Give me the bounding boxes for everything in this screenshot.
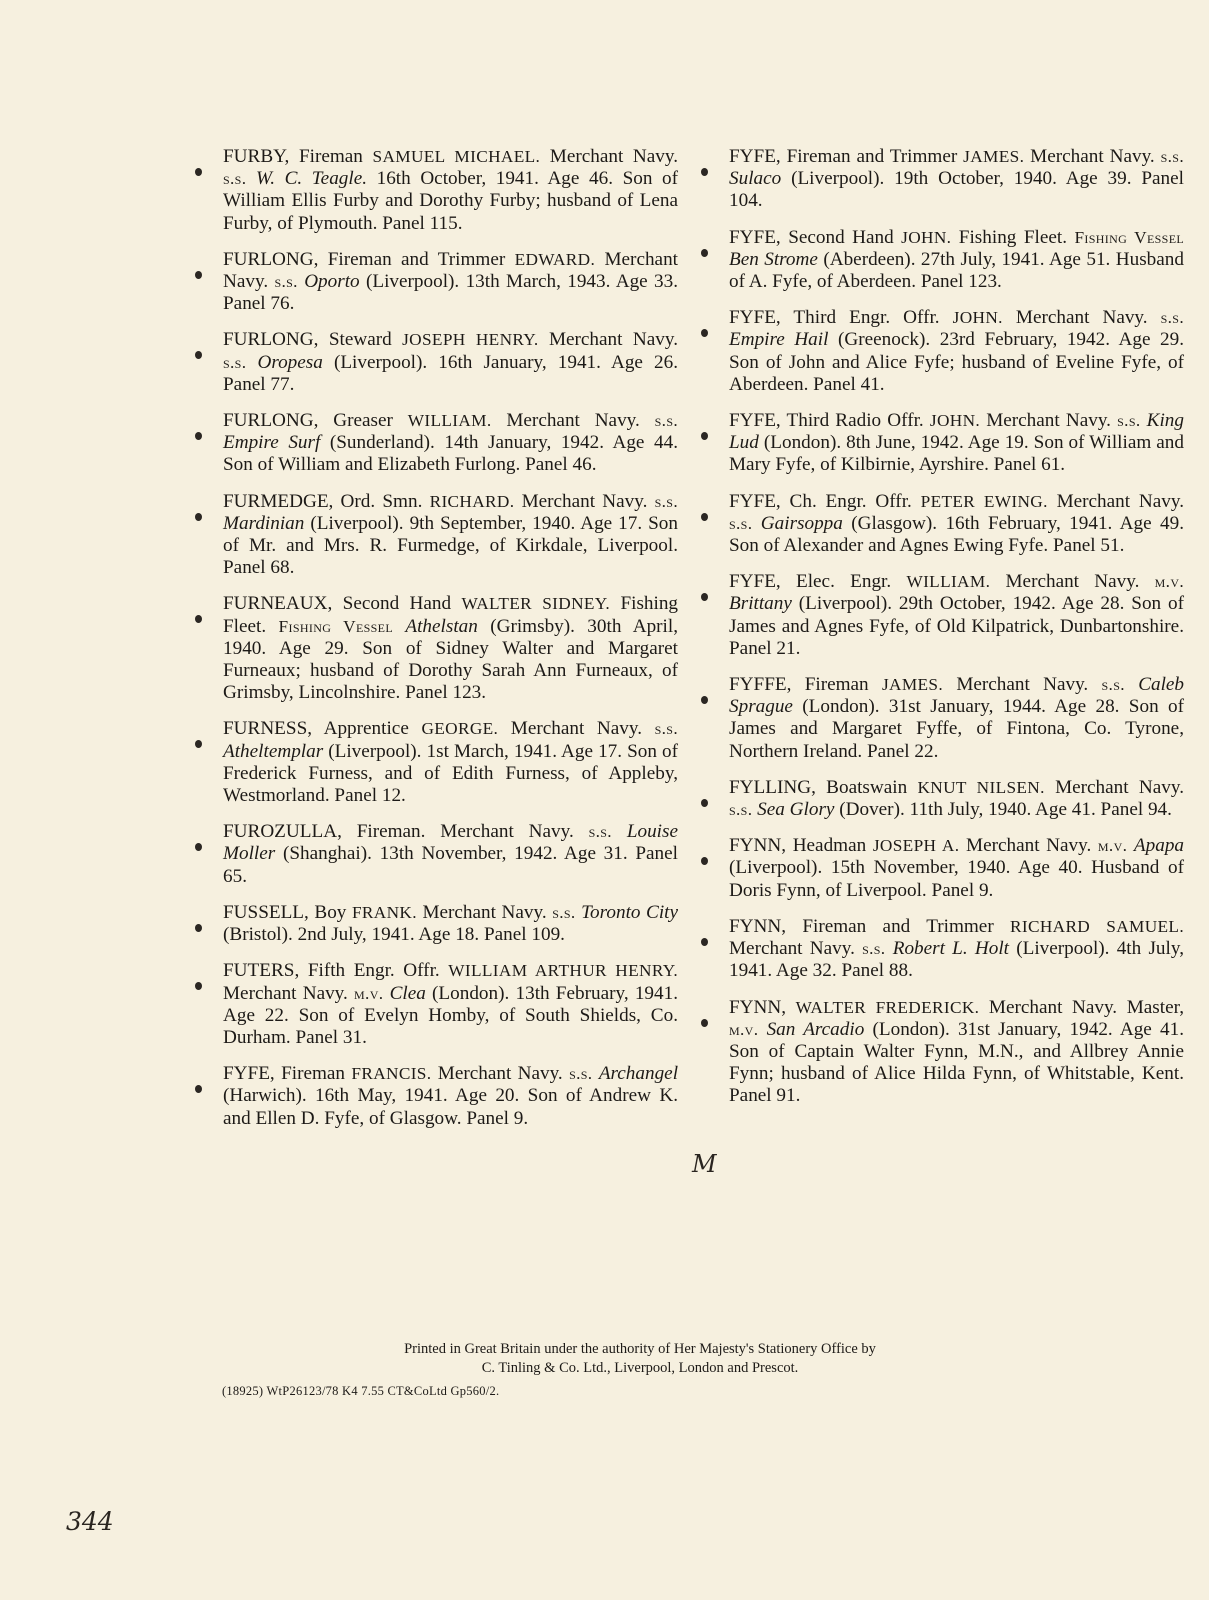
entry-vessel-type: s.s. xyxy=(729,513,753,533)
tick-mark-icon xyxy=(195,168,202,176)
entry-ship-name: Empire Hail xyxy=(729,329,829,351)
entry-ship-name: Atheltemplar xyxy=(223,740,324,762)
entry-rank: Boatswain xyxy=(826,776,908,798)
entry-service: Merchant Navy. xyxy=(729,938,863,960)
memorial-entry: FURLONG, Fireman and Trimmer EDWARD. Merchant Navy. s.s. Oporto (Liverpool). 13th March, 1943. Age 33. Panel 76. xyxy=(223,249,678,316)
entry-given-names: JAMES. xyxy=(963,147,1025,166)
memorial-entry: FYFE, Second Hand JOHN. Fishing Fleet. Fishing Vessel Ben Strome (Aberdeen). 27th July, 1941. Age 51. Husband of A. Fyfe, of Aberdeen. Panel 123. xyxy=(729,227,1184,294)
tick-mark-icon xyxy=(701,593,708,601)
entry-surname: FURLONG xyxy=(223,410,314,432)
tick-mark-icon xyxy=(701,799,708,807)
entry-details: (Liverpool). 19th October, 1940. Age 39. Panel 104. xyxy=(729,168,1184,212)
entry-given-names: RICHARD. xyxy=(429,491,515,511)
entry-given-names: JAMES. xyxy=(881,675,944,695)
entry-vessel-type: s.s. xyxy=(1160,147,1184,166)
entry-details: (Liverpool). 29th October, 1942. Age 28. Son of James and Agnes Fyfe, of Old Kilpatrick, Dunbartonshire. Panel 21. xyxy=(729,593,1184,659)
memorial-entry: FYNN, WALTER FREDERICK. Merchant Navy. Master, m.v. San Arcadio (London). 31st January, 1942. Age 41. Son of Captain Walter Fynn, M.N., and Allbrey Annie Fynn; husband of Alice Hilda Fynn, of Whitstable, Kent. Panel 91. xyxy=(729,997,1184,1108)
tick-mark-icon xyxy=(195,924,202,932)
entry-rank: Fireman and Trimmer xyxy=(802,915,994,937)
entry-surname: FURNESS xyxy=(223,718,308,740)
entry-surname: FYLLING xyxy=(729,776,812,798)
memorial-entry: FYFE, Third Radio Offr. JOHN. Merchant Navy. s.s. King Lud (London). 8th June, 1942. Age 19. Son of William and Mary Fyfe, of Kilbirnie, Ayrshire. Panel 61. xyxy=(729,410,1184,477)
entry-ship-name: Oporto xyxy=(304,271,360,293)
entry-service: Fishing Fleet. xyxy=(951,226,1075,248)
entry-rank: Ord. Smn. xyxy=(340,490,423,512)
entry-ship-name: Toronto City xyxy=(581,901,679,923)
entry-details: (Sunderland). 14th January, 1942. Age 44. Son of William and Elizabeth Furlong. Panel 46. xyxy=(223,432,678,476)
entry-given-names: WILLIAM. xyxy=(906,572,991,592)
entry-surname: FURNEAUX xyxy=(223,593,328,615)
memorial-entry: FYFE, Elec. Engr. WILLIAM. Merchant Navy. m.v. Brittany (Liverpool). 29th October, 1942. Age 28. Son of James and Agnes Fyfe, of Old Kilpatrick, Dunbartonshire. Panel 21. xyxy=(729,571,1184,660)
entry-vessel-type: s.s. xyxy=(862,939,886,959)
entry-rank: Fireman. xyxy=(356,821,426,843)
entry-rank: Third Engr. Offr. xyxy=(793,307,940,329)
entry-given-names: FRANCIS. xyxy=(351,1064,432,1084)
entry-vessel-type: s.s. xyxy=(729,800,753,820)
entry-rank: Second Hand xyxy=(788,226,894,248)
entry-surname: FYFE xyxy=(729,490,776,512)
entry-ship-name: W. C. Teagle. xyxy=(255,168,368,190)
entry-given-names: JOSEPH HENRY. xyxy=(402,330,539,350)
entry-ship-name: Oropesa xyxy=(257,351,323,373)
entry-rank: Boy xyxy=(314,901,347,923)
entry-ship-name: San Arcadio xyxy=(766,1018,865,1040)
entry-surname: FYNN xyxy=(729,915,782,937)
entry-service: Merchant Navy. xyxy=(1002,307,1161,329)
entry-service: Merchant Navy. xyxy=(416,901,553,923)
entry-vessel-type: Fishing Vessel xyxy=(278,616,394,636)
tick-mark-icon xyxy=(195,1085,202,1093)
left-column xyxy=(223,146,678,1144)
memorial-entry: FURBY, Fireman SAMUEL MICHAEL. Merchant Navy. s.s. W. C. Teagle. 16th October, 1941. Age 46. Son of William Ellis Furby and Dorothy Furby; husband of Lena Furby, of Plymouth. Panel 115. xyxy=(223,146,678,235)
memorial-entry: FYFE, Ch. Engr. Offr. PETER EWING. Merchant Navy. s.s. Gairsoppa (Glasgow). 16th February, 1941. Age 49. Son of Alexander and Agnes Ewing Fyfe. Panel 51. xyxy=(729,491,1184,558)
entry-service: Merchant Navy. xyxy=(431,1063,570,1085)
entry-rank: Ch. Engr. Offr. xyxy=(789,490,912,512)
entry-ship-name: Clea xyxy=(389,982,426,1004)
tick-mark-icon xyxy=(195,351,202,359)
entry-ship-name: Apapa xyxy=(1133,835,1185,857)
tick-mark-icon xyxy=(195,843,202,851)
entry-surname: FYFE xyxy=(729,410,776,432)
entry-details: (Aberdeen). 27th July, 1941. Age 51. Husband of A. Fyfe, of Aberdeen. Panel 123. xyxy=(729,248,1184,293)
imprint-line-1: Printed in Great Britain under the authority of Her Majesty's Stationery Office by xyxy=(404,1341,876,1357)
entry-details: (Liverpool). 1st March, 1941. Age 17. Son of Frederick Furness, and of Edith Furness, of Appleby, Westmorland. Panel 12. xyxy=(223,740,678,807)
entry-vessel-type: s.s. xyxy=(1117,411,1141,431)
tick-mark-icon xyxy=(701,857,708,865)
entry-details: (Shanghai). 13th November, 1942. Age 31. Panel 65. xyxy=(223,843,678,887)
memorial-entry: FURLONG, Greaser WILLIAM. Merchant Navy. s.s. Empire Surf (Sunderland). 14th January, 1942. Age 44. Son of William and Elizabeth Furlong. Panel 46. xyxy=(223,410,678,477)
entry-ship-name: Brittany xyxy=(729,593,792,615)
memorial-entry: FYFE, Fireman and Trimmer JAMES. Merchant Navy. s.s. Sulaco (Liverpool). 19th October, 1940. Age 39. Panel 104. xyxy=(729,146,1184,213)
tick-mark-icon xyxy=(195,271,202,279)
entry-surname: FYNN xyxy=(729,996,782,1018)
entry-vessel-type: s.s. xyxy=(223,352,247,372)
entry-rank: Fireman xyxy=(804,674,869,696)
entry-given-names: FRANK. xyxy=(351,902,417,922)
entry-service: Merchant Navy. xyxy=(990,571,1155,593)
entry-vessel-type: m.v. xyxy=(1097,836,1128,856)
memorial-entry: FURNEAUX, Second Hand WALTER SIDNEY. Fishing Fleet. Fishing Vessel Athelstan (Grimsby). 30th April, 1940. Age 29. Son of Sidney Walter and Margaret Furneaux; husband of Dorothy Sarah Ann Furneaux, of Grimsby, Lincolnshire. Panel 123. xyxy=(223,593,678,704)
memorial-entry: FYLLING, Boatswain KNUT NILSEN. Merchant Navy. s.s. Sea Glory (Dover). 11th July, 1940. Age 41. Panel 94. xyxy=(729,777,1184,821)
entry-details: (Dover). 11th July, 1940. Age 41. Panel 94. xyxy=(834,799,1172,821)
memorial-entry: FURMEDGE, Ord. Smn. RICHARD. Merchant Navy. s.s. Mardinian (Liverpool). 9th September, 1940. Age 17. Son of Mr. and Mrs. R. Furmedge, of Kirkdale, Liverpool. Panel 68. xyxy=(223,491,678,580)
entry-details: (London). 31st January, 1942. Age 41. Son of Captain Walter Fynn, M.N., and Allbrey Annie Fynn; husband of Alice Hilda Fynn, of Whitstable, Kent. Panel 91. xyxy=(729,1018,1184,1107)
entry-given-names: SAMUEL MICHAEL. xyxy=(372,147,541,166)
entry-surname: FYNN xyxy=(729,835,782,857)
entry-service: Merchant Navy. xyxy=(538,329,678,351)
entry-ship-name: Empire Surf xyxy=(223,432,321,454)
entry-ship-name: Caleb Sprague xyxy=(729,674,1185,718)
entry-ship-name: Athelstan xyxy=(405,615,478,637)
tick-mark-icon xyxy=(195,982,202,990)
entry-ship-name: Sea Glory xyxy=(757,799,835,821)
entry-vessel-type: s.s. xyxy=(654,491,678,511)
tick-mark-icon xyxy=(701,513,708,521)
memorial-entry: FUTERS, Fifth Engr. Offr. WILLIAM ARTHUR HENRY. Merchant Navy. m.v. Clea (London). 13th February, 1941. Age 22. Son of Evelyn Homby, of South Shields, Co. Durham. Panel 31. xyxy=(223,960,678,1049)
entry-given-names: WILLIAM ARTHUR HENRY. xyxy=(448,961,678,981)
tick-mark-icon xyxy=(195,432,202,440)
entry-service: Fishing Fleet. xyxy=(223,593,679,637)
tick-mark-icon xyxy=(701,432,708,440)
memorial-entry: FYNN, Headman JOSEPH A. Merchant Navy. m.v. Apapa (Liverpool). 15th November, 1940. Age 40. Husband of Doris Fynn, of Liverpool. Panel 9. xyxy=(729,835,1184,902)
entry-surname: FYFE xyxy=(223,1063,270,1085)
tick-mark-icon xyxy=(701,168,708,176)
entry-service: Merchant Navy. xyxy=(943,674,1102,696)
entry-given-names: JOSEPH A. xyxy=(872,836,960,856)
entry-given-names: PETER EWING. xyxy=(920,491,1048,511)
memorial-entry: FYFE, Third Engr. Offr. JOHN. Merchant Navy. s.s. Empire Hail (Greenock). 23rd February, 1942. Age 29. Son of John and Alice Fyfe; husband of Eveline Fyfe, of Aberdeen. Panel 41. xyxy=(729,307,1184,396)
entry-vessel-type: s.s. xyxy=(274,272,298,292)
entry-vessel-type: s.s. xyxy=(569,1064,593,1084)
entry-surname: FURLONG xyxy=(223,329,314,351)
entry-vessel-type: s.s. xyxy=(588,822,612,842)
entry-ship-name: Mardinian xyxy=(223,512,305,534)
entry-surname: FUROZULLA xyxy=(223,821,338,843)
memorial-entry: FUROZULLA, Fireman. Merchant Navy. s.s. Louise Moller (Shanghai). 13th November, 1942. Age 31. Panel 65. xyxy=(223,821,678,888)
entry-details: (Liverpool). 9th September, 1940. Age 17. Son of Mr. and Mrs. R. Furmedge, of Kirkdale, Liverpool. Panel 68. xyxy=(223,512,678,579)
entry-ship-name: King Lud xyxy=(729,410,1184,454)
entry-service: Merchant Navy. xyxy=(514,490,655,512)
memorial-entry: FURNESS, Apprentice GEORGE. Merchant Navy. s.s. Atheltemplar (Liverpool). 1st March, 1941. Age 17. Son of Frederick Furness, and of Edith Furness, of Appleby, Westmorland. Panel 12. xyxy=(223,718,678,807)
entry-details: (London). 31st January, 1944. Age 28. Son of James and Margaret Fyffe, of Fintona, Co. Tyrone, Northern Ireland. Panel 22. xyxy=(729,696,1184,762)
memorial-entry: FUSSELL, Boy FRANK. Merchant Navy. s.s. Toronto City (Bristol). 2nd July, 1941. Age 18. Panel 109. xyxy=(223,902,678,946)
memorial-entry: FYFE, Fireman FRANCIS. Merchant Navy. s.s. Archangel (Harwich). 16th May, 1941. Age 20. Son of Andrew K. and Ellen D. Fyfe, of Glasgow. Panel 9. xyxy=(223,1063,678,1130)
entry-surname: FYFE xyxy=(729,226,776,248)
entry-given-names: WILLIAM. xyxy=(407,411,492,431)
entry-given-names: WALTER SIDNEY. xyxy=(461,594,611,614)
entry-rank: Apprentice xyxy=(323,718,409,740)
entry-surname: FYFFE xyxy=(729,674,787,696)
entry-details: (Grimsby). 30th April, 1940. Age 29. Son of Sidney Walter and Margaret Furneaux; husband of Dorothy Sarah Ann Furneaux, of Grimsby, Lincolnshire. Panel 123. xyxy=(223,615,679,704)
entry-service: Merchant Navy. xyxy=(540,146,679,167)
entry-rank: Fireman xyxy=(281,1063,346,1085)
entry-surname: FUSSELL xyxy=(223,901,305,923)
entry-vessel-type: s.s. xyxy=(552,902,576,922)
entry-given-names: WALTER FREDERICK. xyxy=(795,997,980,1017)
entry-details: (Liverpool). 15th November, 1940. Age 40. Husband of Doris Fynn, of Liverpool. Panel 9. xyxy=(729,857,1184,901)
entry-service: Merchant Navy. xyxy=(440,821,589,843)
tick-mark-icon xyxy=(701,696,708,704)
tick-mark-icon xyxy=(195,615,202,623)
entry-details: (Liverpool). 16th January, 1941. Age 26. Panel 77. xyxy=(223,351,679,395)
entry-rank: Headman xyxy=(792,835,867,857)
entry-given-names: EDWARD. xyxy=(514,249,596,269)
entry-vessel-type: m.v. xyxy=(354,983,384,1003)
entry-ship-name: Archangel xyxy=(598,1063,679,1085)
entry-service: Merchant Navy. Master, xyxy=(979,996,1185,1018)
entry-vessel-type: m.v. xyxy=(729,1019,759,1039)
entry-vessel-type: s.s. xyxy=(654,411,679,431)
entry-service: Merchant Navy. xyxy=(223,248,678,293)
memorial-entry: FYFFE, Fireman JAMES. Merchant Navy. s.s. Caleb Sprague (London). 31st January, 1944. Age 28. Son of James and Margaret Fyffe, of Fintona, Co. Tyrone, Northern Ireland. Panel 22. xyxy=(729,674,1184,763)
entry-rank: Fireman and Trimmer xyxy=(786,146,958,167)
entry-service: Merchant Navy. xyxy=(1047,490,1185,512)
tick-mark-icon xyxy=(195,513,202,521)
entry-ship-name: Sulaco xyxy=(729,168,782,190)
entry-rank: Elec. Engr. xyxy=(795,571,892,593)
entry-surname: FYFE xyxy=(729,571,776,593)
entry-surname: FUTERS xyxy=(223,960,295,982)
entry-given-names: JOHN. xyxy=(901,227,952,247)
entry-surname: FURLONG xyxy=(223,248,314,270)
entry-details: (Liverpool). 4th July, 1941. Age 32. Panel 88. xyxy=(729,938,1184,982)
memorial-entry: FURLONG, Steward JOSEPH HENRY. Merchant Navy. s.s. Oropesa (Liverpool). 16th January, 1941. Age 26. Panel 77. xyxy=(223,329,678,396)
printer-imprint xyxy=(200,1340,1080,1378)
entry-service: Merchant Navy. xyxy=(959,835,1098,857)
entry-vessel-type: m.v. xyxy=(1154,572,1185,592)
entry-rank: Fireman and Trimmer xyxy=(327,248,506,270)
entry-rank: Steward xyxy=(328,329,392,351)
entry-ship-name: Louise Moller xyxy=(223,821,679,865)
entry-service: Merchant Navy. xyxy=(223,982,355,1004)
entry-ship-name: Ben Strome xyxy=(729,248,818,270)
entry-details: (Glasgow). 16th February, 1941. Age 49. Son of Alexander and Agnes Ewing Fyfe. Panel 51. xyxy=(729,512,1185,557)
tick-mark-icon xyxy=(701,329,708,337)
right-column xyxy=(729,146,1184,1122)
entry-details: 16th October, 1941. Age 46. Son of William Ellis Furby and Dorothy Furby; husband of Lena Furby, of Plymouth. Panel 115. xyxy=(223,168,679,234)
entry-service: Merchant Navy. xyxy=(1024,146,1161,167)
handwritten-margin-mark: M xyxy=(692,1150,717,1178)
entry-service: Merchant Navy. xyxy=(498,718,655,740)
entry-vessel-type: s.s. xyxy=(1101,675,1125,695)
entry-details: (Bristol). 2nd July, 1941. Age 18. Panel 109. xyxy=(223,924,565,946)
entry-details: (Greenock). 23rd February, 1942. Age 29. Son of John and Alice Fyfe; husband of Eveline Fyfe, of Aberdeen. Panel 41. xyxy=(729,329,1185,395)
entry-surname: FYFE xyxy=(729,146,776,167)
entry-given-names: RICHARD SAMUEL. xyxy=(1010,916,1184,936)
tick-mark-icon xyxy=(195,740,202,748)
tick-mark-icon xyxy=(701,938,708,946)
entry-surname: FURBY xyxy=(223,146,285,167)
entry-ship-name: Gairsoppa xyxy=(760,512,843,534)
imprint-line-2: C. Tinling & Co. Ltd., Liverpool, London and Prescot. xyxy=(481,1360,799,1376)
entry-rank: Third Radio Offr. xyxy=(786,410,924,432)
entry-rank: Second Hand xyxy=(342,593,452,615)
entry-vessel-type: s.s. xyxy=(223,169,247,189)
entry-given-names: JOHN. xyxy=(952,308,1003,328)
entry-details: (London). 13th February, 1941. Age 22. Son of Evelyn Homby, of South Shields, Co. Durham. Panel 31. xyxy=(223,982,678,1048)
entry-surname: FURMEDGE xyxy=(223,490,329,512)
entry-details: (Harwich). 16th May, 1941. Age 20. Son of Andrew K. and Ellen D. Fyfe, of Glasgow. Panel 9. xyxy=(223,1085,678,1129)
tick-mark-icon xyxy=(701,1019,708,1027)
entry-ship-name: Robert L. Holt xyxy=(892,938,1009,960)
entry-service: Merchant Navy. xyxy=(1044,776,1184,798)
entry-given-names: GEORGE. xyxy=(421,719,499,739)
entry-details: (London). 8th June, 1942. Age 19. Son of William and Mary Fyfe, of Kilbirnie, Ayrshire. Panel 61. xyxy=(729,432,1184,476)
entry-given-names: JOHN. xyxy=(929,411,981,431)
entry-rank: Fifth Engr. Offr. xyxy=(307,960,440,982)
entry-vessel-type: Fishing Vessel xyxy=(1074,227,1185,247)
handwritten-page-number: 344 xyxy=(66,1507,114,1536)
entry-rank: Greaser xyxy=(333,410,393,432)
entry-service: Merchant Navy. xyxy=(980,410,1118,432)
entry-rank: Fireman xyxy=(298,146,363,167)
tick-mark-icon xyxy=(701,249,708,257)
entry-given-names: KNUT NILSEN. xyxy=(917,777,1045,797)
memorial-entry: FYNN, Fireman and Trimmer RICHARD SAMUEL. Merchant Navy. s.s. Robert L. Holt (Liverpool). 4th July, 1941. Age 32. Panel 88. xyxy=(729,916,1184,983)
entry-vessel-type: s.s. xyxy=(654,719,678,739)
entry-vessel-type: s.s. xyxy=(1160,308,1184,328)
entry-surname: FYFE xyxy=(729,307,776,329)
entry-service: Merchant Navy. xyxy=(491,410,655,432)
print-code: (18925) WtP26123/78 K4 7.55 CT&CoLtd Gp560/2. xyxy=(222,1384,500,1398)
entry-details: (Liverpool). 13th March, 1943. Age 33. Panel 76. xyxy=(223,271,679,315)
